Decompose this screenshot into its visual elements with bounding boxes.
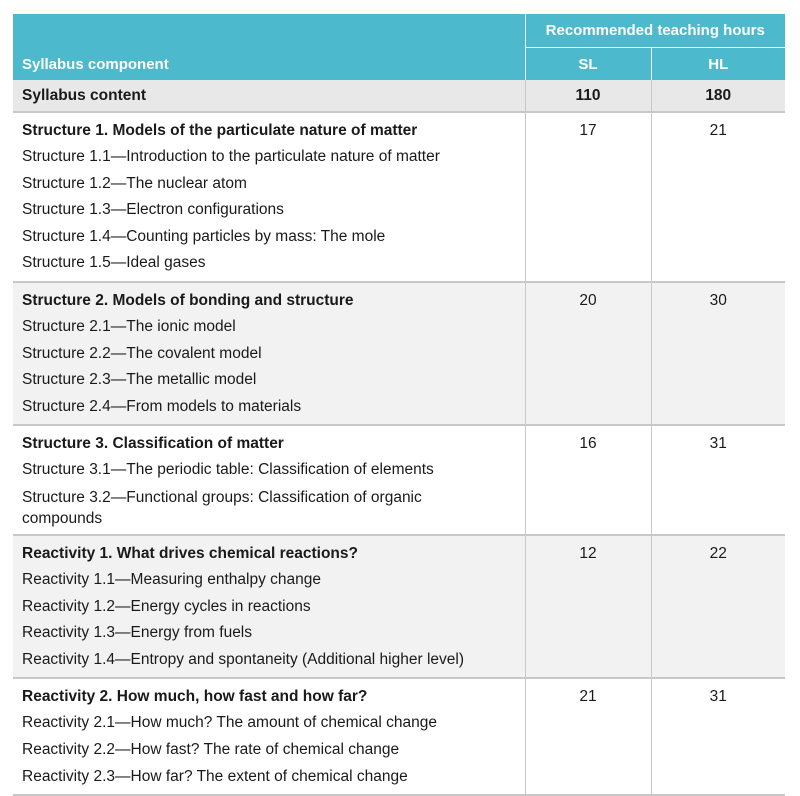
syllabus-content-hl: 180 xyxy=(651,80,785,112)
group-sl-hours: 17 xyxy=(579,122,597,139)
subtopic-item: Structure 2.3—The metallic model xyxy=(22,371,257,389)
subtopic-item: Structure 2.1—The ionic model xyxy=(22,317,236,335)
syllabus-group-row xyxy=(13,425,785,535)
syllabus-group-row xyxy=(13,282,785,425)
syllabus-content-label: Syllabus content xyxy=(13,80,525,112)
syllabus-table-container xyxy=(13,14,785,796)
subtopic-item: Structure 3.2—Functional groups: Classification of organic compounds xyxy=(22,488,422,527)
subtopic-item: Structure 1.5—Ideal gases xyxy=(22,254,206,272)
subtopic-item: Reactivity 1.1—Measuring enthalpy change xyxy=(22,570,321,588)
group-title: Structure 3. Classification of matter xyxy=(22,435,284,453)
subtopic-item: Structure 1.3—Electron configurations xyxy=(22,201,284,219)
group-hl-hours: 31 xyxy=(709,435,727,453)
group-sl-hours: 20 xyxy=(579,291,597,309)
subtopic-item: Structure 3.1—The periodic table: Classification of elements xyxy=(22,461,434,479)
subtopic-item: Reactivity 1.4—Entropy and spontaneity (Additional higher level) xyxy=(22,650,464,668)
group-hl-hours: 21 xyxy=(709,122,727,139)
syllabus-content-sl: 110 xyxy=(525,80,651,112)
group-title: Reactivity 1. What drives chemical reactions? xyxy=(22,544,358,562)
syllabus-group-row xyxy=(13,112,785,282)
group-title: Structure 2. Models of bonding and structure xyxy=(22,291,354,309)
subtopic-item: Structure 1.2—The nuclear atom xyxy=(22,174,247,192)
syllabus-table xyxy=(13,14,785,796)
group-sl-hours: 16 xyxy=(579,435,597,453)
hl-header: HL xyxy=(651,48,785,81)
group-title: Structure 1. Models of the particulate nature of matter xyxy=(22,122,418,139)
subtopic-item: Reactivity 1.3—Energy from fuels xyxy=(22,624,253,642)
group-hl-hours: 30 xyxy=(709,291,727,309)
subtopic-item: Structure 1.1—Introduction to the particulate nature of matter xyxy=(22,148,440,165)
group-sl-hours: 12 xyxy=(579,544,597,562)
syllabus-group-row xyxy=(13,678,785,795)
syllabus-group-row xyxy=(13,535,785,678)
group-sl-hours: 21 xyxy=(579,688,597,706)
syllabus-component-header: Syllabus component xyxy=(13,14,525,80)
group-hl-hours: 22 xyxy=(709,544,727,562)
subtopic-item: Structure 2.4—From models to materials xyxy=(22,397,302,415)
subtopic-item: Reactivity 1.2—Energy cycles in reactions xyxy=(22,597,311,615)
group-title: Reactivity 2. How much, how fast and how far? xyxy=(22,688,368,706)
subtopic-item: Structure 1.4—Counting particles by mass: The mole xyxy=(22,227,386,245)
subtopic-item: Reactivity 2.3—How far? The extent of chemical change xyxy=(22,767,408,785)
sl-header: SL xyxy=(525,48,651,81)
subtopic-item: Structure 2.2—The covalent model xyxy=(22,344,262,362)
subtopic-item: Reactivity 2.2—How fast? The rate of chemical change xyxy=(22,740,400,758)
teaching-hours-header: Recommended teaching hours xyxy=(525,14,785,48)
syllabus-content-row xyxy=(13,80,785,112)
group-hl-hours: 31 xyxy=(709,688,727,706)
subtopic-item: Reactivity 2.1—How much? The amount of chemical change xyxy=(22,714,437,732)
